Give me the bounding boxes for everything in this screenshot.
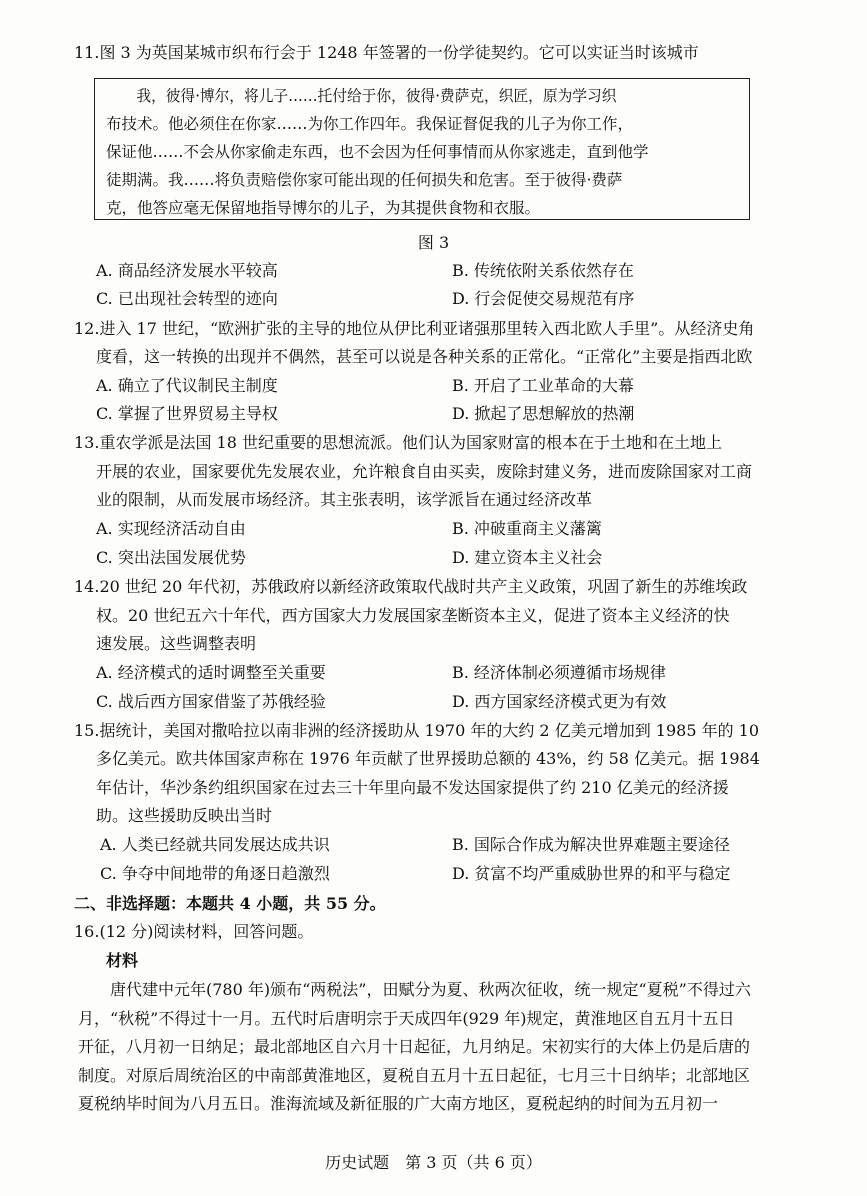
q13-stem-line: 13.重农学派是法国 18 世纪重要的思想流派。他们认为国家财富的根本在于土地和在土地上 [74,433,722,452]
contract-line: 我，彼得·博尔，将儿子……托付给于你，彼得·费萨克，织匠，原为学习织 [136,87,617,105]
contract-line: 保证他……不会从你家偷走东西，也不会因为任何事情而从你家逃走，直到他学 [106,143,649,161]
q11-option-c: C. 已出现社会转型的迹向 [96,289,278,308]
q12-option-a: A. 确立了代议制民主制度 [96,376,278,395]
contract-text [106,82,734,222]
q15-option-b: B. 国际合作成为解决世界难题主要途径 [452,835,730,854]
q13-option-d: D. 建立资本主义社会 [452,548,603,567]
q12-option-b: B. 开启了工业革命的大幕 [452,376,634,395]
contract-line: 布技术。他必须住在你家……为你工作四年。我保证督促我的儿子为你工作， [106,115,634,133]
q12-stem-line: 12.进入 17 世纪，“欧洲扩张的主导的地位从伊比利亚诸强那里转入西北欧人手里”。从经济史角 [74,319,755,338]
q11-option-a: A. 商品经济发展水平较高 [96,261,278,280]
section-heading: 二、非选择题：本题共 4 小题，共 55 分。 [74,894,386,913]
material-line: 月，“秋税”不得过十一月。五代时后唐明宗于天成四年(929 年)规定，黄淮地区自五月十五日 [78,1009,735,1028]
material-line: 开征，八月初一日纳足；最北部地区自六月十日起征，九月纳足。宋初实行的大体上仍是后唐的 [78,1037,751,1056]
q12-option-c: C. 掌握了世界贸易主导权 [96,404,278,423]
q12-stem-line: 度看，这一转换的出现并不偶然，甚至可以说是各种关系的正常化。“正常化”主要是指西北欧 [96,347,753,366]
q14-stem-line: 14.20 世纪 20 年代初，苏俄政府以新经济政策取代战时共产主义政策，巩固了新生的苏维埃政 [74,577,748,596]
q13-stem-line: 业的限制，从而发展市场经济。其主张表明，该学派旨在通过经济改革 [96,490,593,509]
material-label: 材料 [106,951,139,970]
q15-stem-line: 年估计，华沙条约组织国家在过去三十年里向最不发达国家提供了约 210 亿美元的经济援 [96,778,729,797]
material-line: 唐代建中元年(780 年)颁布“两税法”，田赋分为夏、秋两次征收，统一规定“夏税”不得过六 [110,980,751,999]
q14-option-a: A. 经济模式的适时调整至关重要 [96,663,326,682]
q16-stem: 16.(12 分)阅读材料，回答问题。 [74,922,314,941]
q15-stem-line: 15.据统计，美国对撒哈拉以南非洲的经济援助从 1970 年的大约 2 亿美元增加到 1985 年的 10 [74,721,760,740]
q14-stem-line: 权。20 世纪五六十年代，西方国家大力发展国家垄断资本主义，促进了资本主义经济的快 [96,606,730,625]
q15-option-c: C. 争夺中间地带的角逐日趋激烈 [100,864,330,883]
figure-caption: 图 3 [417,233,450,252]
contract-line: 徒期满。我……将负责赔偿你家可能出现的任何损失和危害。至于彼得·费萨 [106,171,623,189]
q15-stem-line: 助。这些援助反映出当时 [96,806,273,825]
q13-option-b: B. 冲破重商主义藩篱 [452,519,602,538]
q15-option-a: A. 人类已经就共同发展达成共识 [100,835,330,854]
q14-option-b: B. 经济体制必须遵循市场规律 [452,663,666,682]
q13-option-a: A. 实现经济活动自由 [96,519,246,538]
q13-stem-line: 开展的农业，国家要优先发展农业，允许粮食自由买卖，废除封建义务，进而废除国家对工商 [96,462,753,481]
q14-option-c: C. 战后西方国家借鉴了苏俄经验 [96,692,326,711]
material-line: 制度。对原后周统治区的中南部黄淮地区，夏税自五月十五日起征，七月三十日纳毕；北部地区 [78,1066,751,1085]
q11-stem: 11.图 3 为英国某城市织布行会于 1248 年签署的一份学徒契约。它可以实证当时该城市 [74,43,699,62]
q15-option-d: D. 贫富不均严重威胁世界的和平与稳定 [452,864,731,883]
q14-stem-line: 速发展。这些调整表明 [96,634,257,653]
q13-option-c: C. 突出法国发展优势 [96,548,246,567]
page-footer: 历史试题 第 3 页（共 6 页） [325,1153,542,1172]
contract-line: 克，他答应毫无保留地指导博尔的儿子，为其提供食物和衣服。 [106,199,541,217]
q14-option-d: D. 西方国家经济模式更为有效 [452,692,667,711]
q15-stem-line: 多亿美元。欧共体国家声称在 1976 年贡献了世界援助总额的 43%，约 58 亿美元。据 1984 [96,749,760,768]
q11-option-d: D. 行会促使交易规范有序 [452,289,635,308]
q11-option-b: B. 传统依附关系依然存在 [452,261,634,280]
q12-option-d: D. 掀起了思想解放的热潮 [452,404,635,423]
material-line: 夏税纳毕时间为八月五日。淮海流域及新征服的广大南方地区，夏税起纳的时间为五月初一 [78,1094,719,1113]
